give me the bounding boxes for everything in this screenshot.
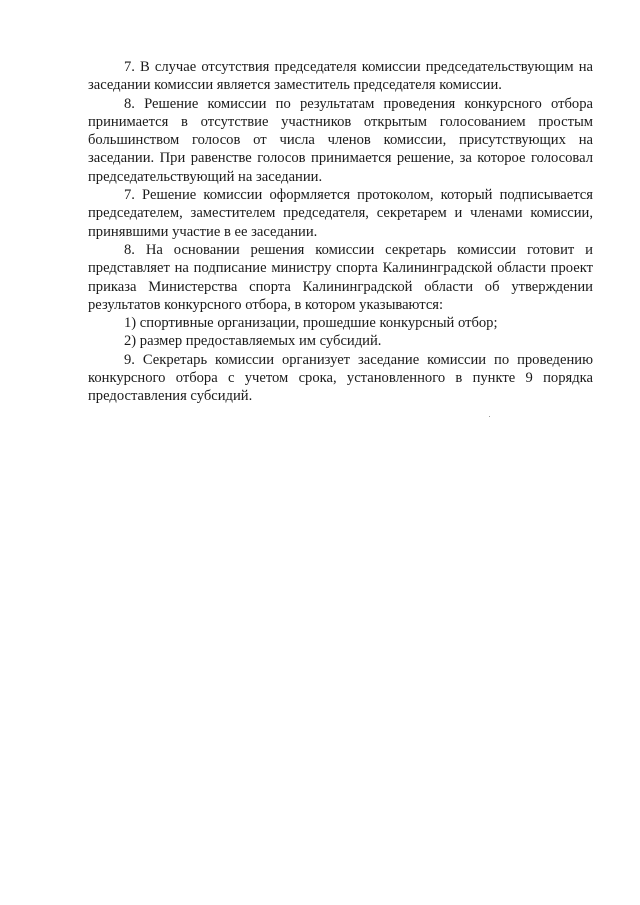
paragraph-9-meeting: 9. Секретарь комиссии организует заседание комиссии по проведению конкурсного отбора с учетом срока, установленного в пункте 9 порядка предоставления субсидий. xyxy=(88,351,593,405)
list-item-organizations: 1) спортивные организации, прошедшие конкурсный отбор; xyxy=(124,315,498,332)
document-body xyxy=(88,58,593,406)
paragraph-8-order-preparation: 8. На основании решения комиссии секретарь комиссии готовит и представляет на подписание министру спорта Калининградской области проект приказа Министерства спорта Калининградской области об утверждении результатов конкурсного отбора, в котором указываются: xyxy=(88,241,593,313)
paragraph-8-decision-voting: 8. Решение комиссии по результатам проведения конкурсного отбора принимается в отсутствие участников открытым голосованием простым большинством голосов от числа членов комиссии, присутствующих на заседании. При равенстве голосов принимается решение, за которое голосовал председательствующий на заседании. xyxy=(88,95,593,185)
paragraph-7-protocol: 7. Решение комиссии оформляется протоколом, который подписывается председателем, заместителем председателя, секретарем и членами комиссии, принявшими участие в ее заседании. xyxy=(88,187,593,240)
paragraph-7-chair-absence: 7. В случае отсутствия председателя комиссии председательствующим на заседании комиссии является заместитель председателя комиссии. xyxy=(88,59,593,94)
scan-speck xyxy=(489,416,490,417)
list-item-subsidy-amount: 2) размер предоставляемых им субсидий. xyxy=(124,333,382,350)
